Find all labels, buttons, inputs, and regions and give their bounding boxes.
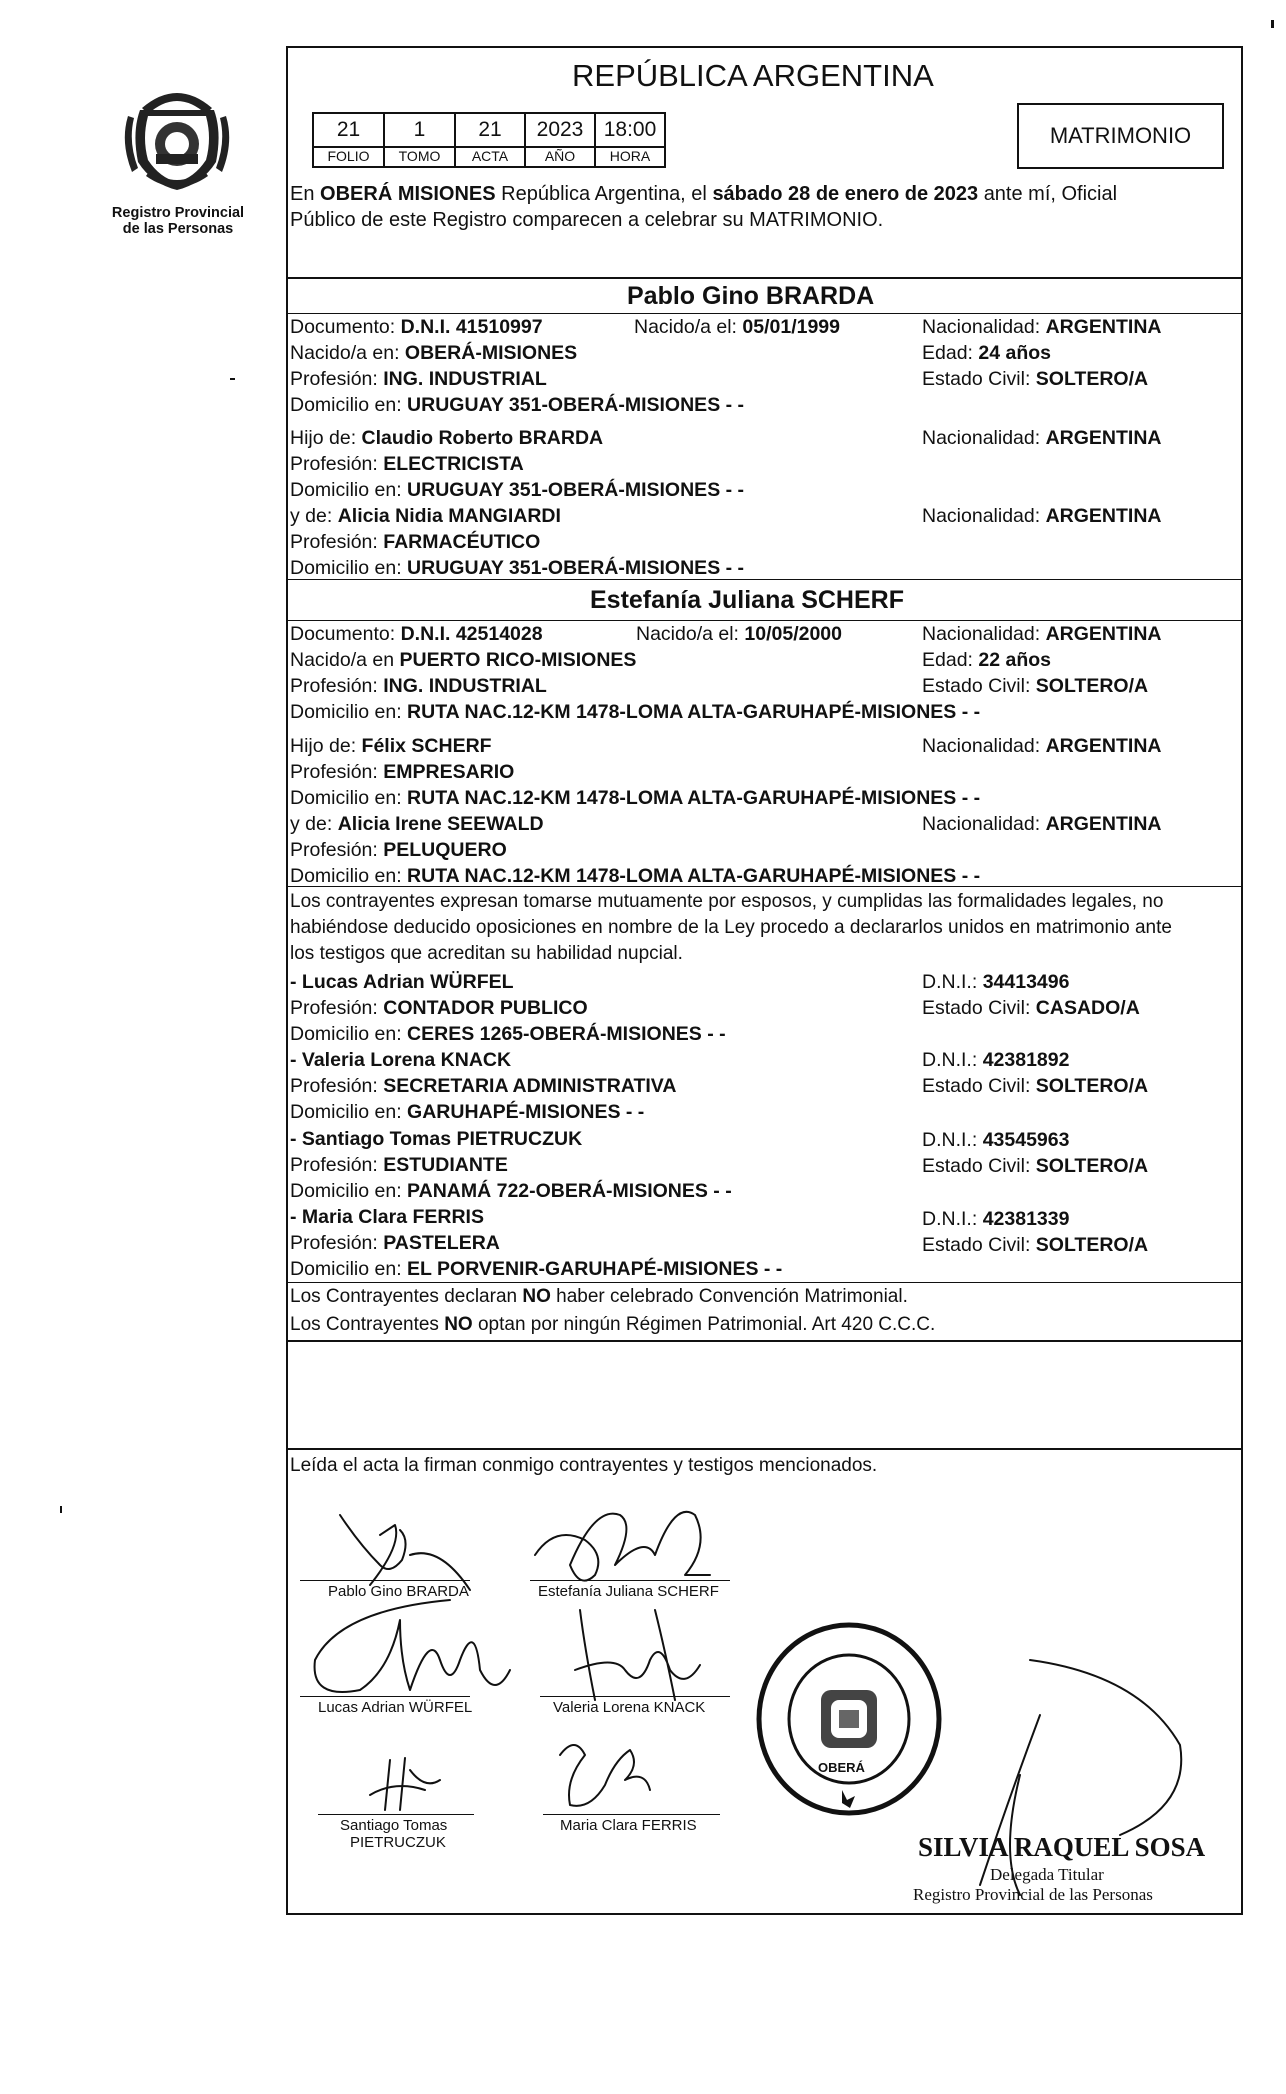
witness2-dni [922,1048,1069,1072]
civil-label: Estado Civil: [922,675,1031,697]
regime-text: optan por ningún Régimen Patrimonial. Art 420 C.C.C. [477,1314,936,1335]
nat-value: ARGENTINA [1045,735,1162,757]
age-value: 24 años [978,342,1052,364]
prof-label: Profesión: [290,839,378,861]
age-label: Edad: [922,649,973,671]
prof-value: CONTADOR PUBLICO [383,997,588,1019]
dni-label: D.N.I.: [922,1208,978,1230]
intro-date: sábado 28 de enero de 2023 [712,183,979,205]
spouse2-father [290,734,492,758]
signature-valeria-icon [555,1600,725,1705]
witness2-address [290,1100,644,1124]
dni-label: D.N.I.: [922,971,978,993]
prof-label: Profesión: [290,368,378,390]
official-name: SILVIA RAQUEL SOSA [918,1832,1206,1862]
prof-label: Profesión: [290,1075,378,1097]
convention-line-2 [290,1313,935,1337]
signature-line [530,1580,730,1581]
dom-label: Domicilio en: [290,1180,402,1202]
civil-value: SOLTERO/A [1035,675,1149,697]
signature-line [543,1814,720,1815]
scan-mark [230,378,235,380]
mother-value: Alicia Irene SEEWALD [337,813,544,835]
signatory-witness3-last: PIETRUCZUK [350,1834,446,1851]
spouse1-age [922,341,1051,365]
dom-value: URUGUAY 351-OBERÁ-MISIONES - - [407,557,745,579]
nat-value: ARGENTINA [1045,813,1162,835]
spouse1-profession [290,367,547,391]
spouse1-mother-address [290,556,744,580]
born-place-label: Nacido/a en [290,649,395,671]
divider [286,1448,1243,1450]
dom-label: Domicilio en: [290,479,402,501]
intro-suffix: ante mí, Oficial [983,183,1118,205]
declaration-line-2: habiéndose deducido oposiciones en nombre de la Ley procedo a declararlos unidos en matrimonio ante [290,917,1172,938]
registry-stamp [754,1620,944,1818]
witness1-profession [290,996,588,1020]
witness1-name: - Lucas Adrian WÜRFEL [290,971,514,993]
convention-no: NO [522,1286,551,1307]
father-value: Claudio Roberto BRARDA [361,427,604,449]
born-date-value: 05/01/1999 [742,316,841,338]
dom-label: Domicilio en: [290,1023,402,1045]
dom-label: Domicilio en: [290,1258,402,1280]
ano-cell [524,112,596,168]
spouse2-mother-nationality [922,812,1162,836]
spouse2-doc [290,622,543,646]
acta-label: ACTA [456,146,524,165]
doc-value: D.N.I. 42514028 [400,623,543,645]
civil-label: Estado Civil: [922,1234,1031,1256]
declaration-line-1: Los contrayentes expresan tomarse mutuamente por esposos, y cumplidas las formalidades legales, no [290,891,1164,912]
prof-label: Profesión: [290,675,378,697]
acta-value: 21 [478,118,502,141]
witness4-dni [922,1207,1069,1231]
witness3-profession [290,1153,508,1177]
intro-place: OBERÁ MISIONES [320,183,496,205]
dni-value: 43545963 [982,1129,1070,1151]
spouse2-mother [290,812,544,836]
dom-label: Domicilio en: [290,787,402,809]
regime-no: NO [444,1314,473,1335]
dni-value: 34413496 [982,971,1070,993]
ano-value: 2023 [536,118,584,141]
spouse2-born-place [290,648,636,672]
prof-value: ELECTRICISTA [383,453,524,475]
spouse2-nationality [922,622,1162,646]
intro-line-2: Público de este Registro comparecen a celebrar su MATRIMONIO. [290,209,884,231]
signature-maria-icon [545,1730,655,1820]
father-value: Félix SCHERF [361,735,492,757]
dom-value: PANAMÁ 722-OBERÁ-MISIONES - - [407,1180,732,1202]
dni-label: D.N.I.: [922,1129,978,1151]
civil-label: Estado Civil: [922,1075,1031,1097]
spouse2-age [922,648,1051,672]
signatory-witness4: Maria Clara FERRIS [560,1817,697,1834]
dom-label: Domicilio en: [290,557,402,579]
witness3-civil-status [922,1154,1148,1178]
scan-mark [60,1506,62,1513]
prof-label: Profesión: [290,1154,378,1176]
intro-prefix: En [290,183,315,205]
provincial-seal-icon [112,72,242,200]
divider [286,1340,1243,1342]
spouse1-doc [290,315,543,339]
reading-statement: Leída el acta la firman conmigo contrayentes y testigos mencionados. [290,1455,878,1476]
spouse1-mother-profession [290,530,540,554]
doc-label: Documento: [290,623,396,645]
born-place-value: OBERÁ-MISIONES [404,342,578,364]
registry-logo [112,72,242,200]
divider [286,313,1243,314]
spouse1-father-nationality [922,426,1162,450]
civil-label: Estado Civil: [922,368,1031,390]
dom-label: Domicilio en: [290,701,402,723]
dni-label: D.N.I.: [922,1049,978,1071]
witness3-address [290,1179,732,1203]
hora-cell [594,112,666,168]
act-type-label: MATRIMONIO [1049,123,1192,148]
witness4-profession [290,1231,500,1255]
stamp-city: OBERÁ [818,1760,865,1775]
spouse1-name: Pablo Gino BRARDA [627,282,875,310]
prof-label: Profesión: [290,453,378,475]
tomo-cell [383,112,456,168]
signature-line [318,1814,474,1815]
dom-value: EL PORVENIR-GARUHAPÉ-MISIONES - - [407,1258,783,1280]
born-place-label: Nacido/a en: [290,342,400,364]
dom-value: GARUHAPÉ-MISIONES - - [407,1101,645,1123]
civil-value: SOLTERO/A [1035,1075,1149,1097]
spouse1-father-profession [290,452,524,476]
witness4-civil-status [922,1233,1148,1257]
prof-label: Profesión: [290,761,378,783]
spouse2-mother-profession [290,838,507,862]
witness2-civil-status [922,1074,1148,1098]
official-organization: Registro Provincial de las Personas [913,1885,1153,1904]
witness4-address [290,1257,782,1281]
signature-line [300,1580,470,1581]
civil-value: CASADO/A [1035,997,1140,1019]
regime-text: Los Contrayentes [290,1314,439,1335]
witness1-civil-status [922,996,1140,1020]
nat-label: Nacionalidad: [922,623,1041,645]
signatory-witness1: Lucas Adrian WÜRFEL [318,1699,473,1716]
signatory-witness3-first: Santiago Tomas [340,1817,448,1834]
spouse2-father-nationality [922,734,1162,758]
prof-value: EMPRESARIO [383,761,515,783]
nat-label: Nacionalidad: [922,813,1041,835]
spouse1-father [290,426,603,450]
prof-value: PELUQUERO [383,839,507,861]
dom-value: RUTA NAC.12-KM 1478-LOMA ALTA-GARUHAPÉ-MISIONES - - [407,787,981,809]
intro-middle: República Argentina, el [501,183,707,205]
witness4-name: - Maria Clara FERRIS [290,1206,484,1228]
document-title: REPÚBLICA ARGENTINA [572,58,934,93]
prof-value: FARMACÉUTICO [383,531,541,553]
act-type-box [1017,103,1224,169]
spouse2-address [290,700,980,724]
nat-value: ARGENTINA [1045,505,1162,527]
spouse2-father-address [290,786,980,810]
hora-label: HORA [596,146,664,165]
nat-label: Nacionalidad: [922,427,1041,449]
dni-value: 42381892 [982,1049,1070,1071]
dom-value: URUGUAY 351-OBERÁ-MISIONES - - [407,394,745,416]
tomo-value: 1 [413,118,426,141]
mother-value: Alicia Nidia MANGIARDI [337,505,561,527]
prof-value: ESTUDIANTE [383,1154,508,1176]
registry-index-table [312,112,666,168]
folio-label: FOLIO [314,146,383,165]
spouse1-address [290,393,744,417]
prof-label: Profesión: [290,997,378,1019]
witness2-profession [290,1074,676,1098]
tomo-label: TOMO [385,146,454,165]
spouse2-civil-status [922,674,1148,698]
signatory-witness2: Valeria Lorena KNACK [553,1699,706,1716]
declaration-line-3: los testigos que acreditan su habilidad nupcial. [290,943,683,964]
spouse1-mother [290,504,561,528]
signatory-spouse2: Estefanía Juliana SCHERF [538,1583,719,1600]
convention-text: haber celebrado Convención Matrimonial. [556,1286,908,1307]
prof-value: ING. INDUSTRIAL [383,675,547,697]
divider [286,620,1243,621]
signature-line [300,1696,470,1697]
prof-value: SECRETARIA ADMINISTRATIVA [383,1075,677,1097]
nat-value: ARGENTINA [1045,316,1162,338]
prof-value: ING. INDUSTRIAL [383,368,547,390]
registry-name-line1: Registro Provincial [111,205,245,221]
spouse2-profession [290,674,547,698]
prof-value: PASTELERA [383,1232,500,1254]
witness3-dni [922,1128,1069,1152]
folio-value: 21 [336,118,361,141]
dni-value: 42381339 [982,1208,1070,1230]
mother-label: y de: [290,505,333,527]
witness3-name: - Santiago Tomas PIETRUCZUK [290,1128,583,1150]
official-role: Delegada Titular [990,1865,1104,1884]
dom-value: RUTA NAC.12-KM 1478-LOMA ALTA-GARUHAPÉ-MISIONES - - [407,865,981,887]
ano-label: AÑO [526,146,594,165]
nat-value: ARGENTINA [1045,623,1162,645]
dom-value: URUGUAY 351-OBERÁ-MISIONES - - [407,479,745,501]
civil-label: Estado Civil: [922,997,1031,1019]
dom-label: Domicilio en: [290,1101,402,1123]
spouse2-name: Estefanía Juliana SCHERF [590,586,904,614]
signature-santiago-icon [365,1750,445,1815]
spouse1-father-address [290,478,744,502]
signature-lucas-icon [300,1590,520,1710]
nat-label: Nacionalidad: [922,316,1041,338]
convention-text: Los Contrayentes declaran [290,1286,518,1307]
folio-cell [312,112,385,168]
civil-value: SOLTERO/A [1035,1155,1149,1177]
registry-name-line2: de las Personas [122,221,234,237]
dom-label: Domicilio en: [290,865,402,887]
signatory-spouse1: Pablo Gino BRARDA [328,1583,469,1600]
civil-label: Estado Civil: [922,1155,1031,1177]
scan-mark [1271,20,1274,28]
spouse1-nationality [922,315,1162,339]
spouse1-born-place [290,341,577,365]
born-date-value: 10/05/2000 [744,623,843,645]
prof-label: Profesión: [290,531,378,553]
born-place-value: PUERTO RICO-MISIONES [399,649,637,671]
doc-label: Documento: [290,316,396,338]
divider [286,277,1243,279]
dom-value: CERES 1265-OBERÁ-MISIONES - - [407,1023,726,1045]
spouse2-father-profession [290,760,514,784]
intro-line-1 [290,182,1117,206]
witness1-address [290,1022,726,1046]
nat-label: Nacionalidad: [922,505,1041,527]
doc-value: D.N.I. 41510997 [400,316,543,338]
nat-label: Nacionalidad: [922,735,1041,757]
mother-label: y de: [290,813,333,835]
signature-line [540,1696,730,1697]
witness2-name: - Valeria Lorena KNACK [290,1049,512,1071]
spouse1-civil-status [922,367,1148,391]
divider [286,1282,1243,1283]
born-date-label: Nacido/a el: [636,623,739,645]
nat-value: ARGENTINA [1045,427,1162,449]
born-date-label: Nacido/a el: [634,316,737,338]
father-label: Hijo de: [290,427,357,449]
spouse2-born-date [636,622,842,646]
civil-value: SOLTERO/A [1035,1234,1149,1256]
spouse2-mother-address [290,864,980,888]
official-stamp-icon [754,1620,944,1818]
age-label: Edad: [922,342,973,364]
witness1-dni [922,970,1069,994]
father-label: Hijo de: [290,735,357,757]
spouse1-mother-nationality [922,504,1162,528]
dom-label: Domicilio en: [290,394,402,416]
civil-value: SOLTERO/A [1035,368,1149,390]
hora-value: 18:00 [603,118,657,141]
dom-value: RUTA NAC.12-KM 1478-LOMA ALTA-GARUHAPÉ-MISIONES - - [407,701,981,723]
spouse1-born-date [634,315,840,339]
prof-label: Profesión: [290,1232,378,1254]
age-value: 22 años [978,649,1052,671]
convention-line-1 [290,1285,908,1309]
acta-cell [454,112,526,168]
